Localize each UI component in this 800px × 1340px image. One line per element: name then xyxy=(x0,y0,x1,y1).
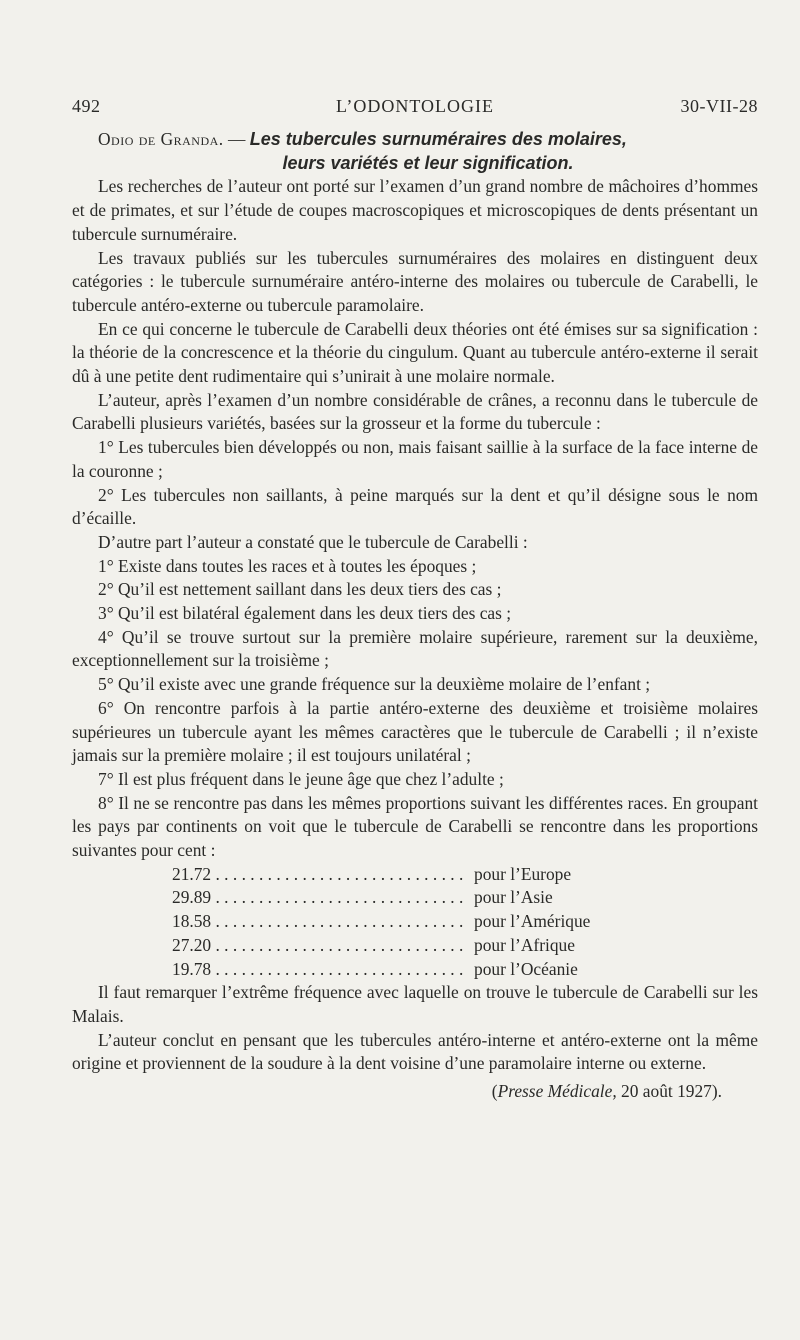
rate-value: 18.58 . . . xyxy=(172,910,474,934)
list-item: 2° Les tubercules non saillants, à peine marqués sur la dent et qu’il désigne sous le nom d’écaille. xyxy=(72,484,758,529)
rate-region: pour l’Amérique xyxy=(474,911,591,932)
rate-value: 29.89 . . . xyxy=(172,886,474,910)
paragraph: Il faut remarquer l’extrême fréquence avec laquelle on trouve le tubercule de Carabelli sur les Malais. xyxy=(72,982,758,1026)
page-number: 492 xyxy=(72,96,101,116)
list-item: 1° Les tubercules bien développés ou non, mais faisant saillie à la surface de la face interne de la couronne ; xyxy=(72,437,758,481)
rate-row xyxy=(172,934,758,958)
citation-date: 20 août 1927 xyxy=(616,1081,712,1102)
list-item: 3° Qu’il est bilatéral également dans les deux tiers des cas ; xyxy=(98,603,512,624)
running-header xyxy=(72,96,758,122)
list-item: 5° Qu’il existe avec une grande fréquence sur la deuxième molaire de l’enfant ; xyxy=(98,674,651,695)
list-item: 4° Qu’il se trouve surtout sur la première molaire supérieure, rarement sur la deuxième, exceptionnellement sur la troisième ; xyxy=(72,626,758,671)
list-item: 1° Existe dans toutes les races et à toutes les époques ; xyxy=(98,555,477,576)
article-author: Odio de Granda. xyxy=(98,129,224,149)
paragraph: D’autre part l’auteur a constaté que le tubercule de Carabelli : xyxy=(98,531,528,552)
citation-journal: Presse Médicale, xyxy=(497,1081,617,1102)
rates-table xyxy=(72,863,758,981)
rate-value: 27.20 . . . xyxy=(172,934,474,958)
list-item: 2° Qu’il est nettement saillant dans les deux tiers des cas ; xyxy=(98,579,502,600)
heading-dash: — xyxy=(223,129,250,149)
list-item: 8° Il ne se rencontre pas dans les mêmes proportions suivant les différentes races. En groupant les pays par continents on voit que le tubercule de Carabelli se rencontre dans les proportions suivantes pour cent : xyxy=(72,792,758,861)
citation-close: ). xyxy=(711,1081,722,1102)
paragraph: L’auteur, après l’examen d’un nombre considérable de crânes, a reconnu dans le tubercule de Carabelli plusieurs variétés, basées sur la grosseur et la forme du tubercule : xyxy=(72,389,758,434)
rate-row xyxy=(172,958,758,982)
paragraph: En ce qui concerne le tubercule de Carabelli deux théories ont été émises sur sa signification : la théorie de la concrescence et la théorie du cingulum. Quant au tubercule antéro-externe il serait dû à une petite dent rudimentaire qui s’unirait à une molaire normale. xyxy=(72,318,758,387)
rate-row xyxy=(172,863,758,887)
rate-region: pour l’Afrique xyxy=(474,934,575,955)
article-title-line2: leurs variétés et leur signification. xyxy=(282,152,574,173)
list-item: 6° On rencontre parfois à la partie antéro-externe des deuxième et troisième molaires supérieures un tubercule ayant les mêmes caractères que le tubercule de Carabelli ; il n’existe jamais sur la première molaire ; il est toujours unilatéral ; xyxy=(72,697,758,766)
rate-row xyxy=(172,910,758,934)
article-heading xyxy=(72,128,758,175)
journal-title: L’ODONTOLOGIE xyxy=(336,96,494,116)
issue-date: 30-VII-28 xyxy=(680,96,758,116)
paragraph: Les travaux publiés sur les tubercules surnuméraires des molaires en distinguent deux catégories : le tubercule surnuméraire antéro-interne des molaires ou tubercule de Carabelli, le tubercule antéro-externe ou tubercule paramolaire. xyxy=(72,247,758,315)
source-citation xyxy=(72,1080,758,1104)
rate-region: pour l’Océanie xyxy=(474,958,578,979)
article-body xyxy=(72,128,758,1104)
paragraph: Les recherches de l’auteur ont porté sur l’examen d’un grand nombre de mâchoires d’hommes et de primates, et sur l’étude de coupes macroscopiques et microscopiques de dents présentant un tubercule surnuméraire. xyxy=(72,176,758,244)
article-title-line1: Les tubercules surnuméraires des molaires, xyxy=(249,129,627,149)
rate-value: 21.72 . . . xyxy=(172,863,474,887)
citation-open: ( xyxy=(491,1081,498,1102)
rate-region: pour l’Asie xyxy=(474,887,553,908)
rate-row xyxy=(172,886,758,910)
rate-value: 19.78 . . . xyxy=(172,958,474,982)
list-item: 7° Il est plus fréquent dans le jeune âge que chez l’adulte ; xyxy=(98,768,504,789)
rate-region: pour l’Europe xyxy=(474,863,572,884)
paragraph: L’auteur conclut en pensant que les tubercules antéro-interne et antéro-externe ont la même origine et proviennent de la soudure à la dent voisine d’une paramolaire interne ou externe. xyxy=(72,1029,758,1074)
